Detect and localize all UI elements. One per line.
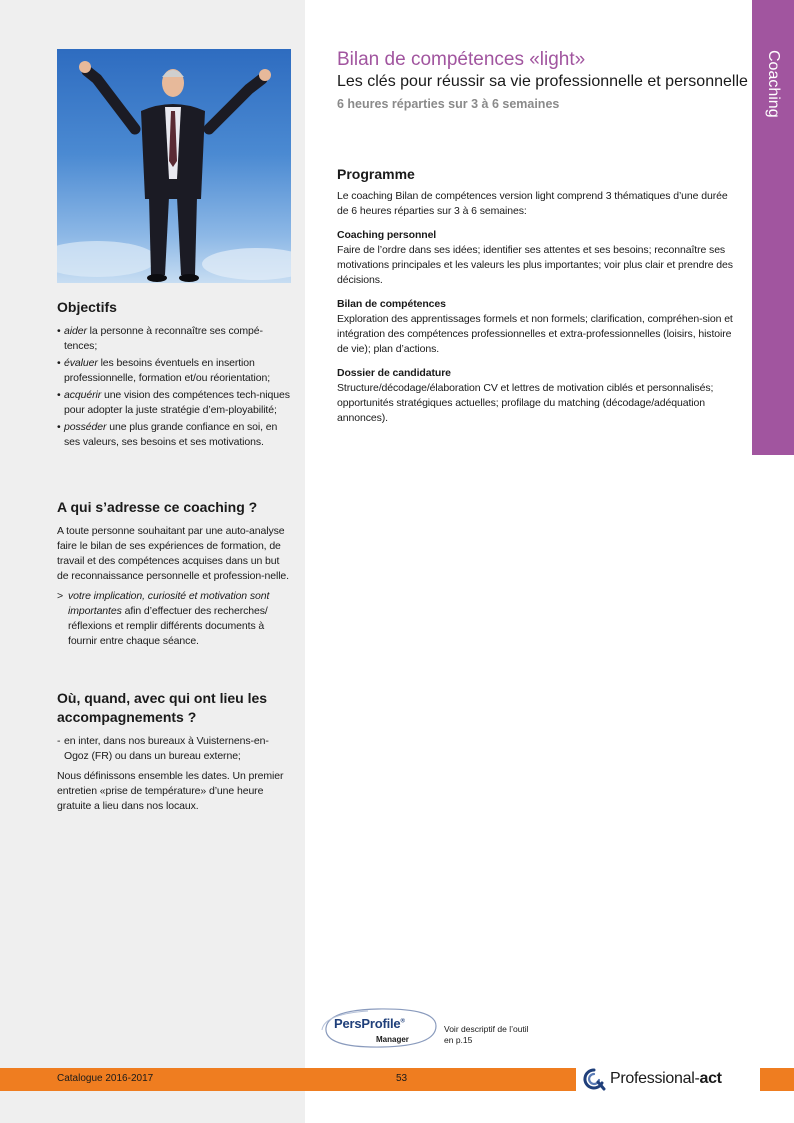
- objective-item: [57, 420, 293, 450]
- where-item-text: en inter, dans nos bureaux à Vuisternens-en-Ogoz (FR) ou dans un bureau externe;: [64, 735, 269, 762]
- hero-photo: [57, 49, 291, 283]
- objectives-title: Objectifs: [57, 299, 117, 315]
- page-number: 53: [396, 1073, 408, 1084]
- programme-block-text: Exploration des apprentissages formels et non formels; clarification, compréhen-sion et intégration des compétences professionnelles et extra-professionnelles (loisirs, histoire de vie); plan d’actions.: [337, 313, 733, 355]
- section-tab-label: Coaching: [765, 50, 782, 118]
- bullet-icon: •: [57, 389, 61, 401]
- where-item: [57, 734, 293, 764]
- brand-suffix: act: [699, 1070, 722, 1087]
- persprofile-manager: Manager: [376, 1035, 409, 1044]
- objective-verb: aider: [64, 325, 87, 337]
- footer-catalogue: Catalogue 2016-2017: [57, 1073, 154, 1084]
- objective-item: [57, 356, 293, 386]
- footer-bar: [0, 1068, 794, 1091]
- registered-mark: ®: [400, 1018, 405, 1025]
- objective-verb: acquérir: [64, 389, 102, 401]
- objective-text: une vision des compétences tech-niques pour adopter la juste stratégie d’em-ployabilité;: [64, 389, 290, 416]
- objective-text: la personne à reconnaître ses compé-tences;: [64, 325, 263, 352]
- audience-section: [57, 498, 293, 649]
- persprofile-logo-area: [318, 1006, 528, 1052]
- programme-intro: Le coaching Bilan de compétences version light comprend 3 thématiques d’une durée de 6 heures réparties sur 3 à 6 semaines:: [337, 190, 728, 217]
- section-tab: [752, 0, 794, 455]
- where-section: [57, 689, 293, 814]
- objective-text: les besoins éventuels en insertion professionnelle, formation et/ou réorientation;: [64, 357, 271, 384]
- programme-block-text: Faire de l’ordre dans ses idées; identifier ses attentes et ses besoins; reconnaître ses motivations principales et les valeurs les plus importantes; voir plus clair et prendre des décisions.: [337, 244, 733, 286]
- dash-icon: -: [57, 735, 61, 747]
- programme-block-text: Structure/décodage/élaboration CV et lettres de motivation ciblés et personnalisés; opportunités stratégiques actuelles; profilage du matching (décodage/adéquation annonces).: [337, 382, 714, 424]
- objectives-section: [57, 298, 293, 452]
- brand-name: [610, 1070, 722, 1088]
- objective-item: [57, 324, 293, 354]
- programme-block: [337, 228, 737, 288]
- duration-text: 6 heures réparties sur 3 à 6 semaines: [337, 97, 560, 111]
- programme-block-title: Bilan de compétences: [337, 298, 446, 310]
- bullet-icon: •: [57, 421, 61, 433]
- brand-prefix: Professional-: [610, 1070, 700, 1087]
- bullet-icon: •: [57, 357, 61, 369]
- audience-title: A qui s’adresse ce coaching ?: [57, 499, 258, 515]
- persprofile-note: Voir descriptif de l’outil en p.15: [444, 1024, 529, 1045]
- audience-note-emphasis: votre implication, curiosité et motivation sont importantes: [68, 590, 270, 617]
- persprofile-name: [334, 1016, 405, 1031]
- objective-item: [57, 388, 293, 418]
- programme-title: Programme: [337, 166, 415, 182]
- audience-note-text: afin d’effectuer des recherches/ réflexions et remplir différents documents à fournir entre chaque séance.: [68, 605, 268, 647]
- where-title: Où, quand, avec qui ont lieu les accompagnements ?: [57, 690, 268, 725]
- page-title: Bilan de compétences «light»: [337, 49, 586, 70]
- arrow-icon: >: [57, 590, 64, 602]
- objective-text: une plus grande confiance en soi, en ses valeurs, ses besoins et ses motivations.: [64, 421, 278, 448]
- page-subtitle: Les clés pour réussir sa vie professionnelle et personnelle: [337, 73, 748, 90]
- bullet-icon: •: [57, 325, 61, 337]
- programme-block-title: Dossier de candidature: [337, 367, 451, 379]
- objective-verb: posséder: [64, 421, 107, 433]
- programme-block: [337, 297, 737, 357]
- programme-block-title: Coaching personnel: [337, 229, 437, 241]
- professional-act-logo-icon: [582, 1068, 606, 1091]
- programme-section: [337, 165, 737, 435]
- objective-verb: évaluer: [64, 357, 98, 369]
- persprofile-name-text: PersProfile: [334, 1016, 401, 1031]
- audience-paragraph: A toute personne souhaitant par une auto-analyse faire le bilan de ses expériences de formation, de travail et des compétences acquises dans un but de reconnaissance personnelle et profession-nelle.: [57, 525, 289, 582]
- brand-logo: [576, 1068, 760, 1091]
- man-celebrating-photo-icon: [57, 49, 291, 283]
- where-paragraph: Nous définissons ensemble les dates. Un premier entretien «prise de température» d’une heure gratuite a lieu dans nos locaux.: [57, 770, 284, 812]
- programme-block: [337, 366, 737, 426]
- audience-note: [57, 589, 293, 649]
